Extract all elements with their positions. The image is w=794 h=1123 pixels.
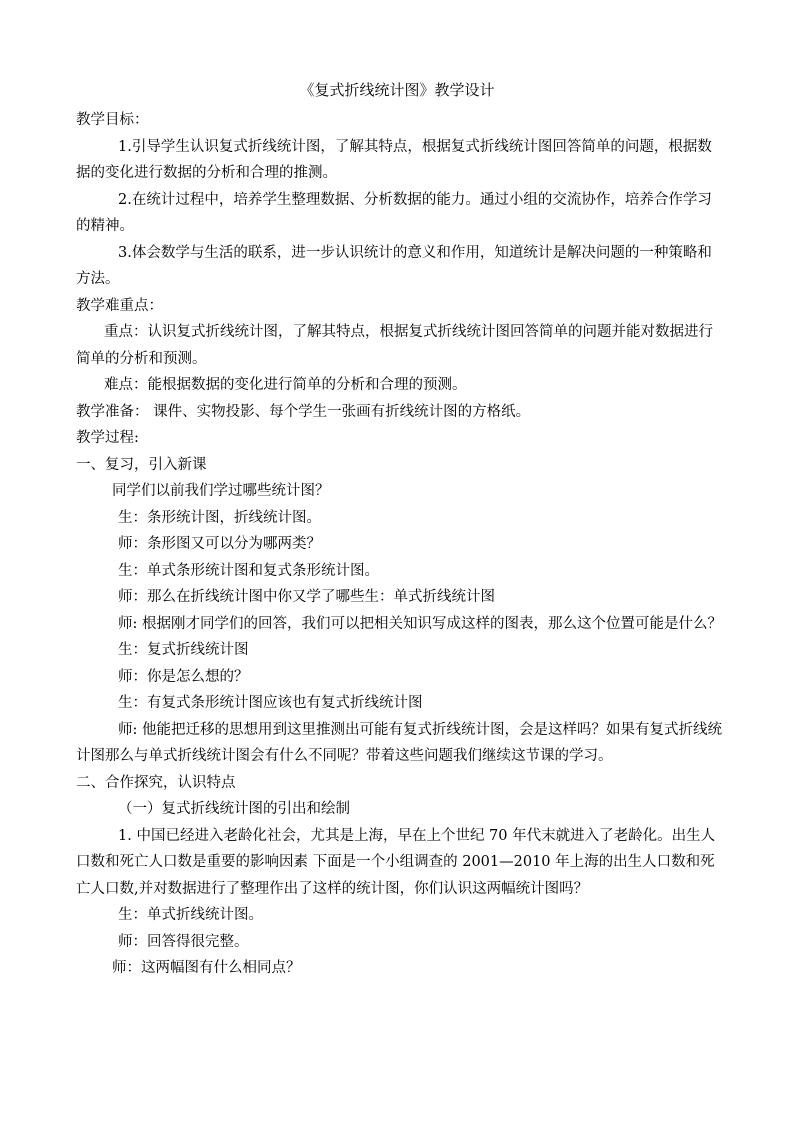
objective-1: 1.引导学生认识复式折线统计图，了解其特点，根据复式折线统计图回答简单的问题，根据数据的变化进行数据的分析和合理的推测。	[76, 138, 712, 181]
difficult-point: 难点：能根据数据的变化进行简单的分析和合理的预测。	[104, 377, 467, 393]
problem-1: 1. 中国已经进入老龄化社会，尤其是上海，早在上个世纪 70 年代末就进入了老龄化。出生人口数和死亡人口数是重要的影响因素 下面是一个小组调查的 2001—2010 年上海的出生人口数和死亡人口数,并对数据进行了整理作出了这样的统计图，你们认识这两幅统计图吗？	[76, 827, 716, 897]
heading-objectives: 教学目标：	[76, 112, 149, 128]
heading-part-1: 一、复习，引入新课	[76, 456, 207, 473]
dialogue-line: 师：回答得很完整。	[118, 933, 249, 950]
dialogue-line: 师：这两幅图有什么相同点？	[112, 960, 301, 976]
dialogue-line: 师: 他能把迁移的思想用到这里推测出可能有复式折线统计图，会是这样吗？如果有复式折线统计图那么与单式折线统计图会有什么不同呢？带着这些问题我们继续这节课的学习。	[76, 721, 722, 764]
dialogue-line: 生：有复式条形统计图应该也有复式折线统计图	[118, 695, 423, 711]
dialogue-line: 师：条形图又可以分为哪两类？	[118, 536, 321, 552]
document-body	[76, 107, 726, 982]
dialogue-line: 生：复式折线统计图	[118, 642, 249, 658]
dialogue-line: 同学们以前我们学过哪些统计图？	[112, 483, 330, 499]
objective-3: 3.体会数学与生活的联系，进一步认识统计的意义和作用，知道统计是解决问题的一种策略和方法。	[76, 244, 712, 287]
heading-process: 教学过程:	[76, 430, 139, 446]
heading-part-2: 二、合作探究，认识特点	[76, 774, 236, 791]
objective-2: 2.在统计过程中，培养学生整理数据、分析数据的能力。通过小组的交流协作，培养合作学习的精神。	[76, 191, 712, 234]
dialogue-line: 生：单式条形统计图和复式条形统计图。	[118, 562, 379, 579]
dialogue-line: 师：你是怎么想的？	[118, 668, 249, 685]
dialogue-line: 师: 根据刚才同学们的回答，我们可以把相关知识写成这样的图表，那么这个位置可能是什么？	[118, 615, 722, 632]
document-title: 《复式折线统计图》教学设计	[299, 81, 495, 99]
subheading-1: （一）复式折线统计图的引出和绘制	[118, 801, 350, 817]
key-point: 重点：认识复式折线统计图，了解其特点，根据复式折线统计图回答简单的问题并能对数据进行简单的分析和预测。	[76, 324, 713, 367]
dialogue-line: 生：条形统计图，折线统计图。	[118, 509, 321, 526]
dialogue-line: 生：单式折线统计图。	[118, 907, 263, 923]
heading-preparation: 教学准备： 课件、实物投影、每个学生一张画有折线统计图的方格纸。	[76, 403, 531, 420]
heading-key-points: 教学难重点：	[76, 297, 163, 314]
dialogue-line: 师：那么在折线统计图中你又学了哪些生：单式折线统计图	[118, 589, 495, 605]
